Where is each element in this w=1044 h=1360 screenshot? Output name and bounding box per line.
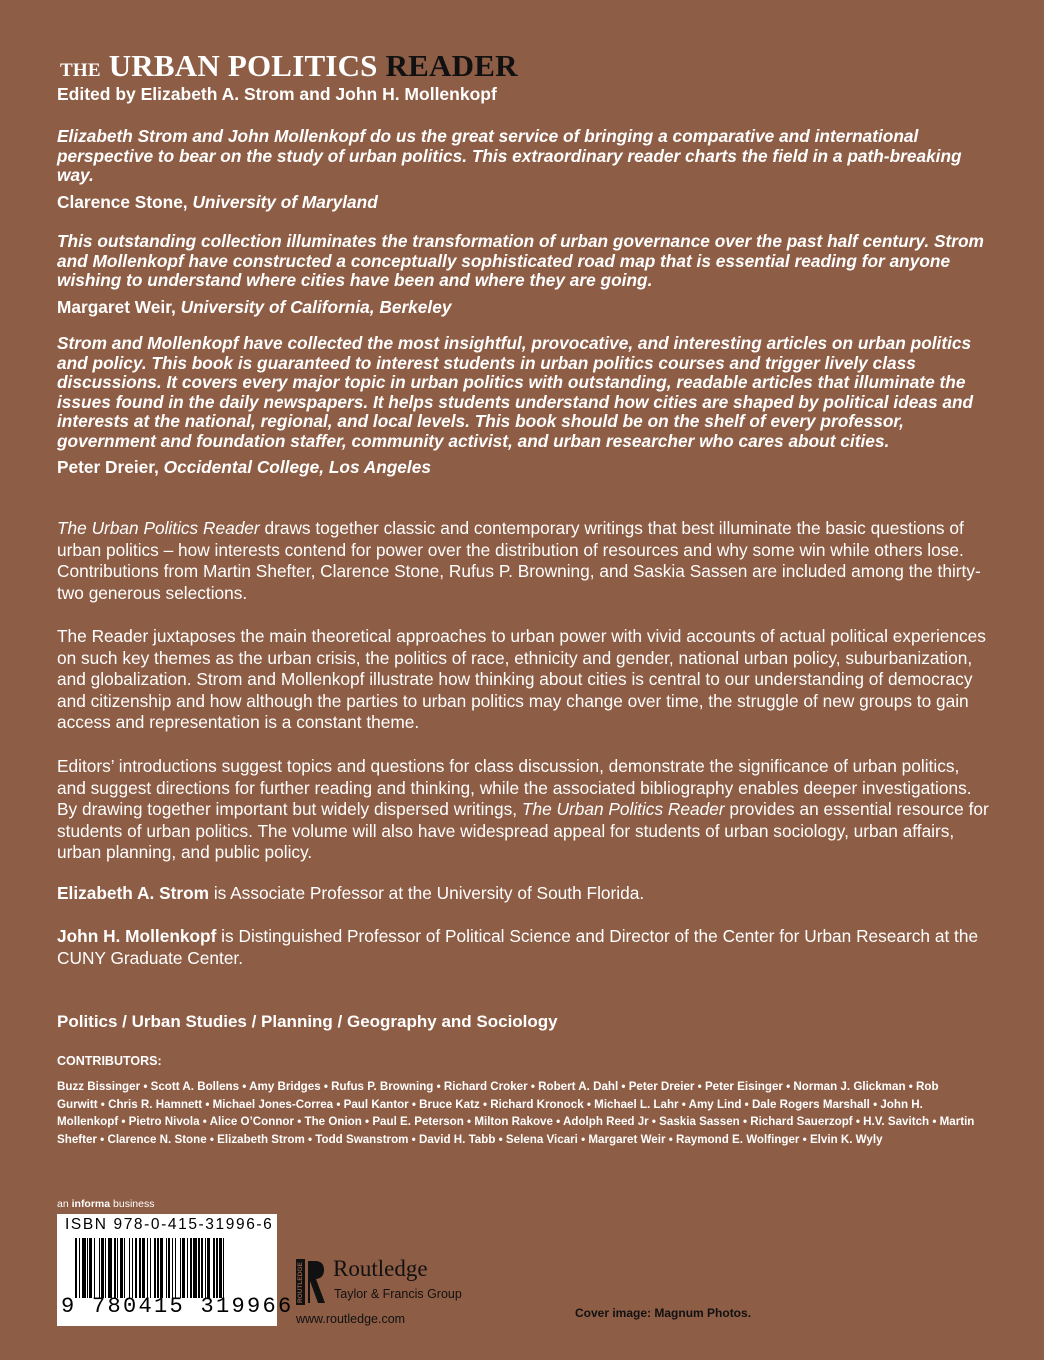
informa-prefix: an	[57, 1198, 72, 1210]
book-title-ref: The Urban Politics Reader	[521, 799, 725, 820]
informa-brand: informa	[71, 1198, 111, 1210]
quote-affiliation: University of California, Berkeley	[180, 296, 452, 317]
isbn-number: ISBN 978-0-415-31996-6	[65, 1216, 274, 1233]
description-text: Editors’ introductions suggest topics and questions for class discussion, demonstrate the significance of urban politics, and suggest directions for further reading and thinking, while the associated bibliography enables deeper investigations. By drawing together important but widely dispersed writings,	[57, 756, 972, 820]
barcode-bar	[224, 1238, 228, 1298]
routledge-logo-icon	[296, 1259, 326, 1305]
quote-author: Peter Dreier,	[57, 457, 159, 477]
publisher-website[interactable]: www.routledge.com	[296, 1312, 406, 1326]
publisher-group: Taylor & Francis Group	[334, 1287, 462, 1301]
editors-line: Edited by Elizabeth A. Strom and John H. Mollenkopf	[57, 84, 497, 104]
routledge-logo-text: ROUTLEDGE	[297, 1262, 305, 1303]
description-paragraph-1	[57, 518, 992, 604]
quote-affiliation: Occidental College, Los Angeles	[163, 457, 431, 477]
author-bio: is Associate Professor at the University of South Florida.	[209, 883, 645, 903]
quote-text: This outstanding collection illuminates the transformation of urban governance over the past half century. Strom and Mollenkopf have constructed a conceptually sophisticated road map that is essential reading for anyone wishing to understand where cities have been and where they are going.	[57, 231, 984, 290]
author-name: John H. Mollenkopf	[57, 926, 217, 946]
contributors-list: Buzz Bissinger • Scott A. Bollens • Amy Bridges • Rufus P. Browning • Richard Croker • Robert A. Dahl • Peter Dreier • Peter Eisinger • Norman J. Glickman • Rob Gurwitt • Chris R. Hamnett • Michael Jones-Correa • Paul Kantor • Bruce Katz • Richard Kronock • Michael L. Lahr • Amy Lind • Dale Rogers Marshall • John H. Mollenkopf • Pietro Nivola • Alice O’Connor • The Onion • Paul E. Peterson • Milton Rakove • Adolph Reed Jr • Saskia Sassen • Richard Sauerzopf • H.V. Savitch • Martin Shefter • Clarence N. Stone • Elizabeth Strom • Todd Swanstrom • David H. Tabb • Selena Vicari • Margaret Weir • Raymond E. Wolfinger • Elvin K. Wyly	[57, 1080, 975, 1146]
author-bio-mollenkopf	[57, 926, 992, 969]
description-paragraph-3	[57, 756, 992, 864]
subject-categories: Politics / Urban Studies / Planning / Geography and Sociology	[57, 1012, 558, 1031]
description-text: draws together classic and contemporary writings that best illuminate the basic questions of urban politics – how interests contend for power over the distribution of resources and why some win while others lose. Contributions from Martin Shefter, Clarence Stone, Rufus P. Browning, and Saskia Sassen are included among the thirty-two generous selections.	[57, 518, 981, 603]
quote-affiliation: University of Maryland	[192, 191, 378, 212]
isbn-barcode	[57, 1214, 294, 1326]
informa-tagline	[57, 1198, 154, 1210]
informa-suffix: business	[110, 1198, 155, 1210]
description-paragraph-2: The Reader juxtaposes the main theoretical approaches to urban power with vivid accounts of actual political experiences on such key themes as the urban crisis, the politics of race, ethnicity and gender, national urban policy, suburbanization, and globalization. Strom and Mollenkopf illustrate how thinking about cities is central to our understanding of democracy and citizenship and how although the parties to urban politics may change over time, the struggle of new groups to gain access and representation is a constant theme.	[57, 626, 986, 733]
quote-author: Margaret Weir,	[57, 296, 176, 317]
review-quote-2	[57, 232, 992, 318]
description-text: provides an essential resource for students of urban politics. The volume will also have widespread appeal for students of urban sociology, urban affairs, urban planning, and public policy.	[57, 799, 989, 863]
barcode-bars	[75, 1238, 265, 1298]
review-quote-1	[57, 127, 992, 213]
quote-author: Clarence Stone,	[57, 191, 188, 212]
author-bio-strom	[57, 883, 992, 905]
publisher-block	[296, 1256, 476, 1316]
title-reader: READER	[385, 48, 518, 83]
book-title-ref: The Urban Politics Reader	[57, 518, 260, 538]
barcode-digits: 9 780415 319966	[61, 1294, 294, 1319]
author-bio: is Distinguished Professor of Political Science and Director of the Center for Urban Research at the CUNY Graduate Center.	[57, 926, 979, 968]
publisher-name: Routledge	[333, 1256, 428, 1281]
title-main: URBAN POLITICS	[108, 48, 378, 83]
quote-text: Elizabeth Strom and John Mollenkopf do us the great service of bringing a comparative and international perspective to bear on the study of urban politics. This extraordinary reader charts the field in a path-breaking way.	[57, 126, 962, 185]
quote-text: Strom and Mollenkopf have collected the most insightful, provocative, and interesting articles on urban politics and policy. This book is guaranteed to interest students in urban politics courses and trigger lively class discussions. It covers every major topic in urban politics with outstanding, readable articles that illuminate the issues found in the daily newspapers. It helps students understand how cities are shaped by political ideas and interests at the national, regional, and local levels. This book should be on the shelf of every professor, government and foundation staffer, community activist, and urban researcher who cares about cities.	[57, 333, 974, 451]
author-name: Elizabeth A. Strom	[57, 883, 210, 903]
book-title	[60, 48, 518, 84]
contributors-heading: CONTRIBUTORS:	[57, 1054, 162, 1068]
quote-attribution	[57, 192, 992, 213]
title-the: THE	[60, 60, 101, 81]
quote-attribution	[57, 457, 992, 478]
review-quote-3	[57, 334, 992, 478]
quote-attribution	[57, 297, 992, 318]
cover-credit: Cover image: Magnum Photos.	[575, 1306, 752, 1320]
